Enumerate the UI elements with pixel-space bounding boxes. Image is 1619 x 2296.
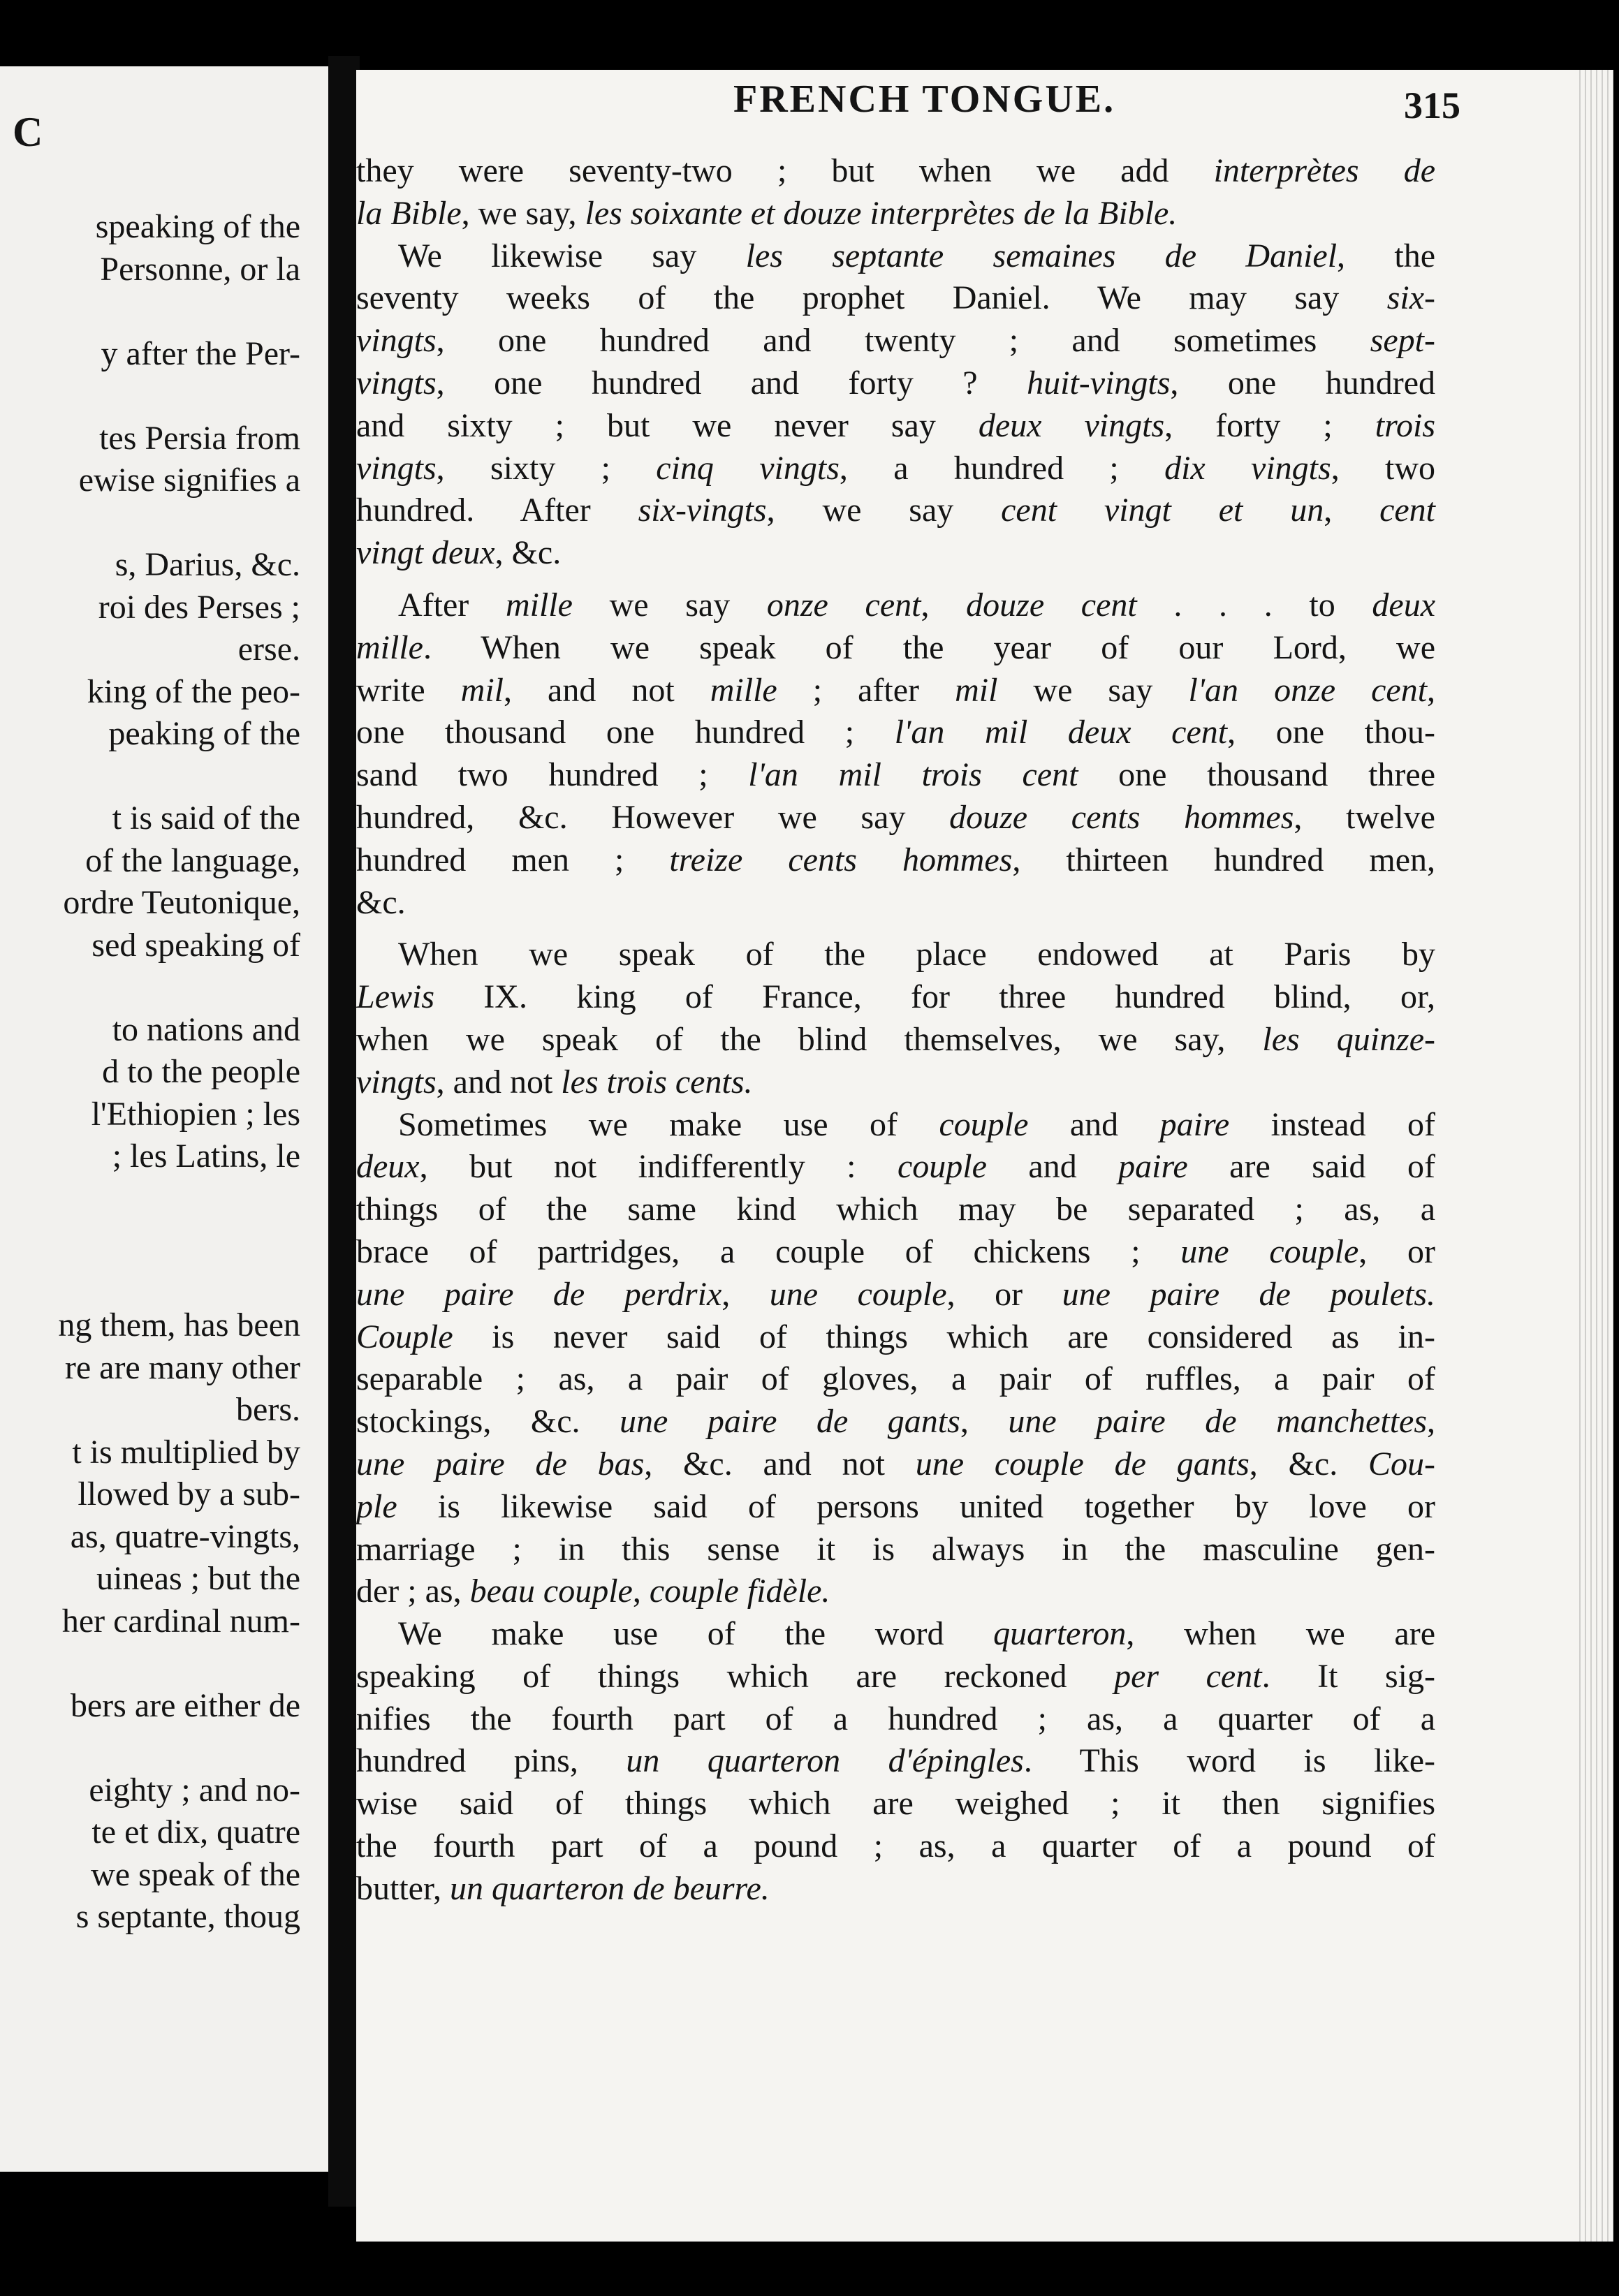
body-line: sand two hundred ; l'an mil trois cent one thousand three [356, 756, 1435, 794]
body-line: vingts, one hundred and forty ? huit-vingts, one hundred [356, 364, 1435, 402]
body-line: We likewise say les septante semaines de Daniel, the [398, 237, 1435, 274]
body-line: der ; as, beau couple, couple fidèle. [356, 1573, 830, 1610]
body-line: write mil, and not mille ; after mil we say l'an onze cent, [356, 671, 1436, 709]
body-line: When we speak of the place endowed at Paris by [398, 936, 1435, 973]
left-page-head-mark: C [13, 109, 43, 155]
page-number: 315 [1404, 84, 1460, 126]
left-page-line: ewise signifies a [78, 462, 300, 499]
body-line: hundred men ; treize cents hommes, thirteen hundred men, [356, 841, 1436, 878]
body-line: brace of partridges, a couple of chickens ; une couple, or [356, 1232, 1436, 1270]
left-page-line: s, Darius, &c. [115, 546, 300, 583]
left-page-line [0, 1642, 300, 1685]
left-page-line: s septante, thoug [75, 1898, 300, 1935]
left-page-line [0, 1220, 300, 1263]
left-page-line: we speak of the [91, 1855, 300, 1893]
left-page-line: t is said of the [112, 800, 300, 837]
body-line: la Bible, we say, les soixante et douze interprètes de la Bible. [356, 194, 1178, 232]
left-page-line: sed speaking of [91, 926, 300, 964]
body-line: nifies the fourth part of a hundred ; as, a quarter of a [356, 1700, 1435, 1737]
body-line: speaking of things which are reckoned per cent. It sig- [356, 1657, 1435, 1695]
left-page-line [0, 756, 300, 798]
body-line: separable ; as, a pair of gloves, a pair of ruffles, a pair of [356, 1360, 1435, 1398]
left-page-line: erse. [237, 631, 300, 668]
body-line: vingts, sixty ; cinq vingts, a hundred ; dix vingts, two [356, 449, 1435, 487]
body-line: ple is likewise said of persons united together by love or [356, 1487, 1435, 1525]
body-line: After mille we say onze cent, douze cent . . . to deux [398, 586, 1435, 624]
left-page-line: roi des Perses ; [98, 588, 300, 626]
left-page-line [0, 290, 300, 333]
body-line: We make use of the word quarteron, when we are [398, 1615, 1436, 1653]
left-page-line: of the language, [85, 841, 300, 879]
left-page [0, 66, 328, 2172]
left-page-line: te et dix, quatre [91, 1813, 300, 1850]
left-page-line: bers are either de [70, 1686, 300, 1724]
body-line: une paire de bas, &c. and not une couple de gants, &c. Cou- [356, 1445, 1436, 1482]
body-line: butter, un quarteron de beurre. [356, 1869, 770, 1907]
body-line: Couple is never said of things which are considered as in- [356, 1318, 1435, 1355]
body-line: things of the same kind which may be separated ; as, a [356, 1191, 1435, 1228]
left-page-text [0, 206, 300, 1938]
left-page-line: her cardinal num- [61, 1602, 300, 1640]
body-line: vingts, one hundred and twenty ; and sometimes sept- [356, 322, 1435, 360]
left-page-line [0, 1178, 300, 1221]
body-line: hundred pins, un quarteron d'épingles. This word is like- [356, 1742, 1435, 1780]
paragraph-gap [356, 924, 1435, 934]
left-page-line: eighty ; and no- [89, 1771, 300, 1809]
body-line: and sixty ; but we never say deux vingts, forty ; trois [356, 406, 1436, 444]
body-line: when we speak of the blind themselves, we say, les quinze- [356, 1020, 1436, 1058]
body-line: vingts, and not les trois cents. [356, 1063, 753, 1101]
left-page-line: re are many other [64, 1348, 300, 1386]
left-page-line: ordre Teutonique, [63, 884, 300, 921]
left-page-line: Personne, or la [100, 250, 300, 288]
left-page-line: peaking of the [108, 715, 300, 752]
left-page-line: y after the Per- [101, 334, 300, 372]
body-line: mille. When we speak of the year of our Lord, we [356, 628, 1435, 666]
left-page-line: uineas ; but the [96, 1560, 300, 1597]
body-line: wise said of things which are weighed ; it then signifies [356, 1785, 1435, 1823]
left-page-line: ; les Latins, le [112, 1138, 300, 1175]
body-line: Sometimes we make use of couple and paire instead of [398, 1105, 1435, 1143]
body-line: vingt deux, &c. [356, 534, 562, 572]
left-page-line: bers. [236, 1391, 300, 1428]
page-edges [1575, 70, 1613, 2242]
left-page-line: l'Ethiopien ; les [91, 1095, 300, 1133]
body-line: marriage ; in this sense it is always in the masculine gen- [356, 1530, 1435, 1568]
book-gutter [328, 56, 360, 2207]
left-page-line: tes Persia from [99, 419, 300, 457]
left-page-line [0, 1263, 300, 1305]
body-line: Lewis IX. king of France, for three hundred blind, or, [356, 978, 1435, 1016]
left-page-line [0, 1727, 300, 1769]
body-line: une paire de perdrix, une couple, or une paire de poulets. [356, 1275, 1436, 1313]
body-line: hundred. After six-vingts, we say cent vingt et un, cent [356, 492, 1436, 529]
left-page-line: as, quatre-vingts, [70, 1517, 300, 1555]
body-text [356, 150, 1435, 1911]
running-head: FRENCH TONGUE. [733, 78, 1116, 121]
body-line: the fourth part of a pound ; as, a quarter of a pound of [356, 1827, 1435, 1865]
left-page-line [0, 375, 300, 418]
left-page-line [0, 966, 300, 1009]
body-line: they were seventy-two ; but when we add interprètes de [356, 152, 1436, 189]
page-header [356, 77, 1460, 140]
left-page-line: llowed by a sub- [78, 1476, 300, 1513]
left-page-line: to nations and [112, 1010, 300, 1048]
body-line: stockings, &c. une paire de gants, une paire de manchettes, [356, 1403, 1436, 1441]
left-page-line [0, 502, 300, 545]
left-page-line: speaking of the [95, 208, 300, 245]
left-page-line: king of the peo- [87, 672, 300, 710]
left-page-line: ng them, has been [58, 1307, 300, 1344]
paragraph-gap [356, 575, 1435, 584]
body-line: hundred, &c. However we say douze cents hommes, twelve [356, 798, 1435, 836]
left-page-line: t is multiplied by [72, 1433, 300, 1471]
body-line: seventy weeks of the prophet Daniel. We may say six- [356, 279, 1435, 317]
body-line: &c. [356, 883, 406, 921]
body-line: one thousand one hundred ; l'an mil deux cent, one thou- [356, 714, 1435, 751]
body-line: deux, but not indifferently : couple and paire are said of [356, 1148, 1435, 1186]
left-page-line: d to the people [102, 1053, 300, 1090]
